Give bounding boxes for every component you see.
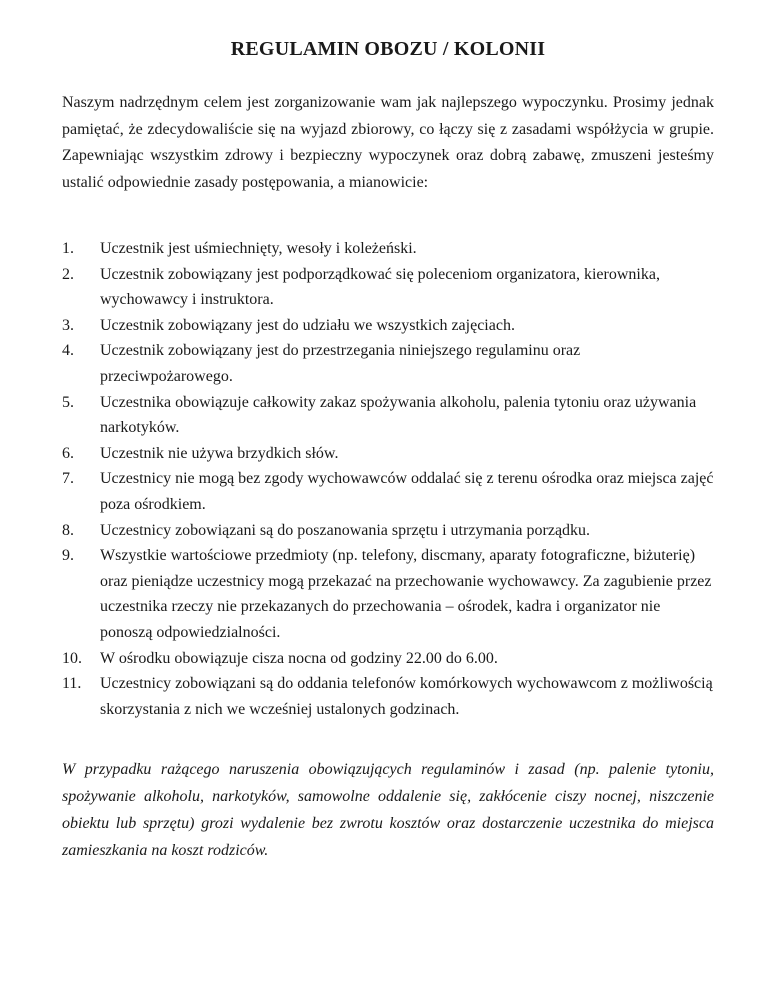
rule-text: Uczestnicy zobowiązani są do oddania telefonów komórkowych wychowawcom z możliwością skorzystania z nich we wcześniej ustalonych godzinach. xyxy=(100,675,713,718)
rule-item xyxy=(62,466,714,517)
rule-number: 3. xyxy=(62,316,74,334)
rule-number: 11. xyxy=(62,675,82,693)
rule-text: Uczestnika obowiązuje całkowity zakaz spożywania alkoholu, palenia tytoniu oraz używania narkotyków. xyxy=(100,393,697,437)
rule-item xyxy=(62,646,714,672)
rule-item xyxy=(62,543,714,645)
rule-item xyxy=(62,236,714,262)
rule-item xyxy=(62,441,714,467)
rule-text: Uczestnik jest uśmiechnięty, wesoły i koleżeński. xyxy=(100,240,417,257)
rule-number: 9. xyxy=(62,547,74,565)
rule-text: Uczestnik zobowiązany jest do przestrzegania niniejszego regulaminu oraz przeciwpożarowego. xyxy=(100,342,581,385)
rules-list xyxy=(62,236,714,722)
rule-number: 5. xyxy=(62,393,74,411)
warning-paragraph: W przypadku rażącego naruszenia obowiązujących regulaminów i zasad (np. palenie tytoniu, spożywanie alkoholu, narkotyków, samowolne oddalenie się, zakłócenie ciszy nocnej, niszczenie obiektu lub sprzętu) grozi wydalenie bez zwrotu kosztów oraz dostarczenie uczestnika do miejsca zamieszkania na koszt rodziców. xyxy=(62,761,714,859)
rule-number: 2. xyxy=(62,265,74,283)
rule-number: 10. xyxy=(62,649,82,667)
rule-item xyxy=(62,313,714,339)
rule-number: 7. xyxy=(62,470,74,488)
rule-item xyxy=(62,262,714,313)
rule-number: 1. xyxy=(62,240,74,257)
rule-text: Wszystkie wartościowe przedmioty (np. telefony, discmany, aparaty fotograficzne, biżuterię) oraz pieniądze uczestnicy mogą przekazać na przechowanie wychowawcy. Za zagubienie przez uczestnika rzeczy nie przekazanych do przechowania – ośrodek, kadra i organizator nie ponoszą odpowiedzialności. xyxy=(100,547,712,641)
rule-text: Uczestnicy nie mogą bez zgody wychowawców oddalać się z terenu ośrodka oraz miejsca zajęć poza ośrodkiem. xyxy=(100,470,714,513)
rule-number: 4. xyxy=(62,342,74,360)
intro-paragraph: Naszym nadrzędnym celem jest zorganizowanie wam jak najlepszego wypoczynku. Prosimy jednak pamiętać, że zdecydowaliście się na wyjazd zbiorowy, co łączy się z zasadami współżycia w grupie. Zapewniając wszystkim zdrowy i bezpieczny wypoczynek oraz dobrą zabawę, zmuszeni jesteśmy ustalić odpowiednie zasady postępowania, a mianowicie: xyxy=(62,94,714,191)
rule-text: W ośrodku obowiązuje cisza nocna od godziny 22.00 do 6.00. xyxy=(100,649,498,667)
rule-text: Uczestnik zobowiązany jest podporządkować się poleceniom organizatora, kierownika, wychowawcy i instruktora. xyxy=(100,265,660,309)
rule-item xyxy=(62,390,714,441)
rule-number: 6. xyxy=(62,444,74,462)
document-title: REGULAMIN OBOZU / KOLONII xyxy=(230,38,546,60)
rule-text: Uczestnik nie używa brzydkich słów. xyxy=(100,444,339,462)
rule-item xyxy=(62,671,714,722)
rule-text: Uczestnik zobowiązany jest do udziału we wszystkich zajęciach. xyxy=(100,316,515,334)
rule-text: Uczestnicy zobowiązani są do poszanowania sprzętu i utrzymania porządku. xyxy=(100,521,591,539)
rule-item xyxy=(62,518,714,544)
rule-item xyxy=(62,338,714,389)
rule-number: 8. xyxy=(62,521,74,539)
